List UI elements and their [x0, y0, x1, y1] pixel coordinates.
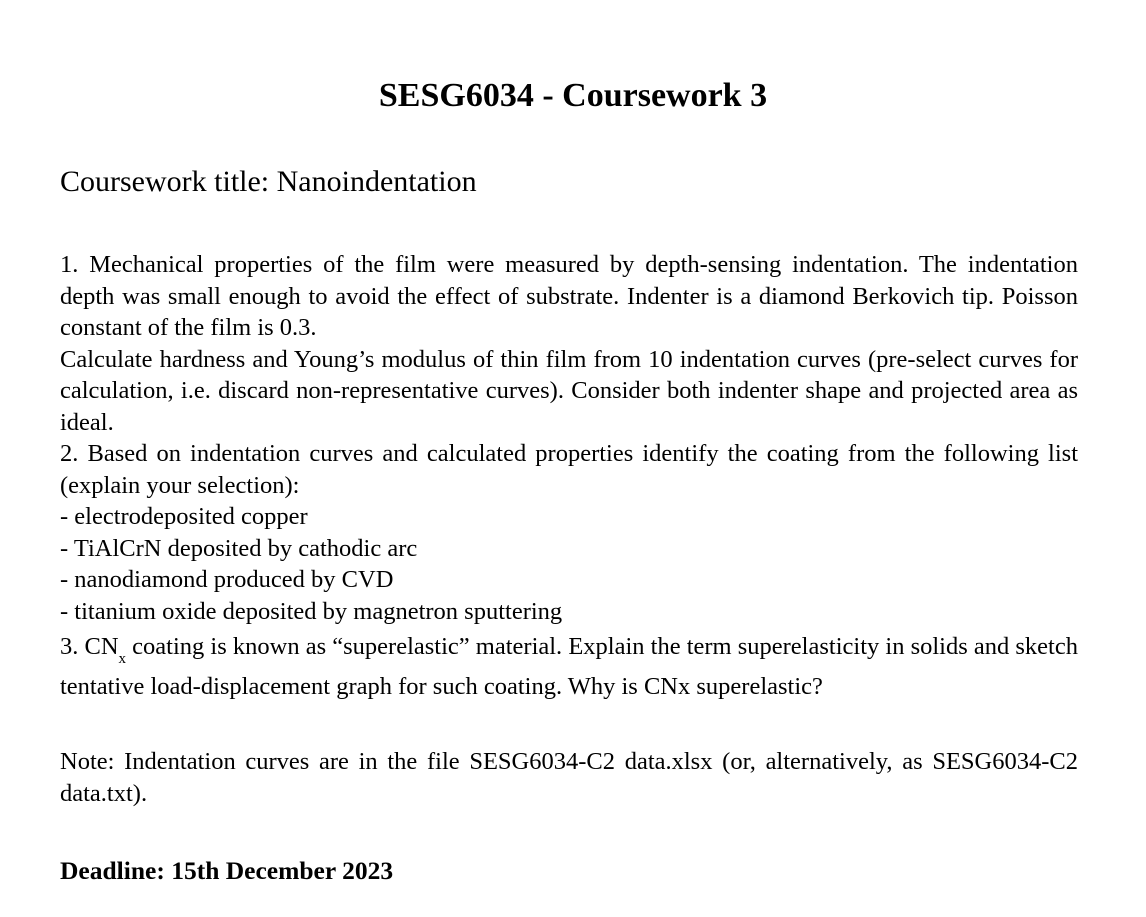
questions-section [60, 249, 1078, 707]
coursework-subtitle: Coursework title: Nanoindentation [60, 165, 477, 198]
deadline: Deadline: 15th December 2023 [60, 856, 394, 885]
question-3-subscript: x [118, 651, 127, 667]
coating-options-list [60, 501, 1078, 627]
data-file-note: Note: Indentation curves are in the file SESG6034-C2 data.xlsx (or, alternatively, as SESG6034-C2 data.txt). [60, 748, 1078, 807]
question-2-text: 2. Based on indentation curves and calculated properties identify the coating from the following list (explain your selection): [60, 440, 1078, 499]
coating-option: - electrodeposited copper [60, 503, 308, 530]
question-1-text: 1. Mechanical properties of the film were measured by depth-sensing indentation. The indentation depth was small enough to avoid the effect of substrate. Indenter is a diamond Berkovich tip. Poisson constant of the film is 0.3. [60, 251, 1078, 341]
document-title: SESG6034 - Coursework 3 [378, 77, 768, 114]
question-3-text [60, 627, 1078, 707]
question-3-prefix: 3. CN [60, 633, 119, 660]
coating-option: - TiAlCrN deposited by cathodic arc [60, 534, 418, 562]
coating-option: - titanium oxide deposited by magnetron sputtering [60, 597, 563, 625]
question-1-task: Calculate hardness and Young’s modulus of thin film from 10 indentation curves (pre-select curves for calculation, i.e. discard non-representative curves). Consider both indenter shape and projected area as ideal. [60, 345, 1078, 436]
question-3-body: coating is known as “superelastic” material. Explain the term superelasticity in solids and sketch tentative load-displacement graph for such coating. Why is CNx superelastic? [60, 633, 1078, 700]
coating-option: - nanodiamond produced by CVD [60, 566, 394, 593]
